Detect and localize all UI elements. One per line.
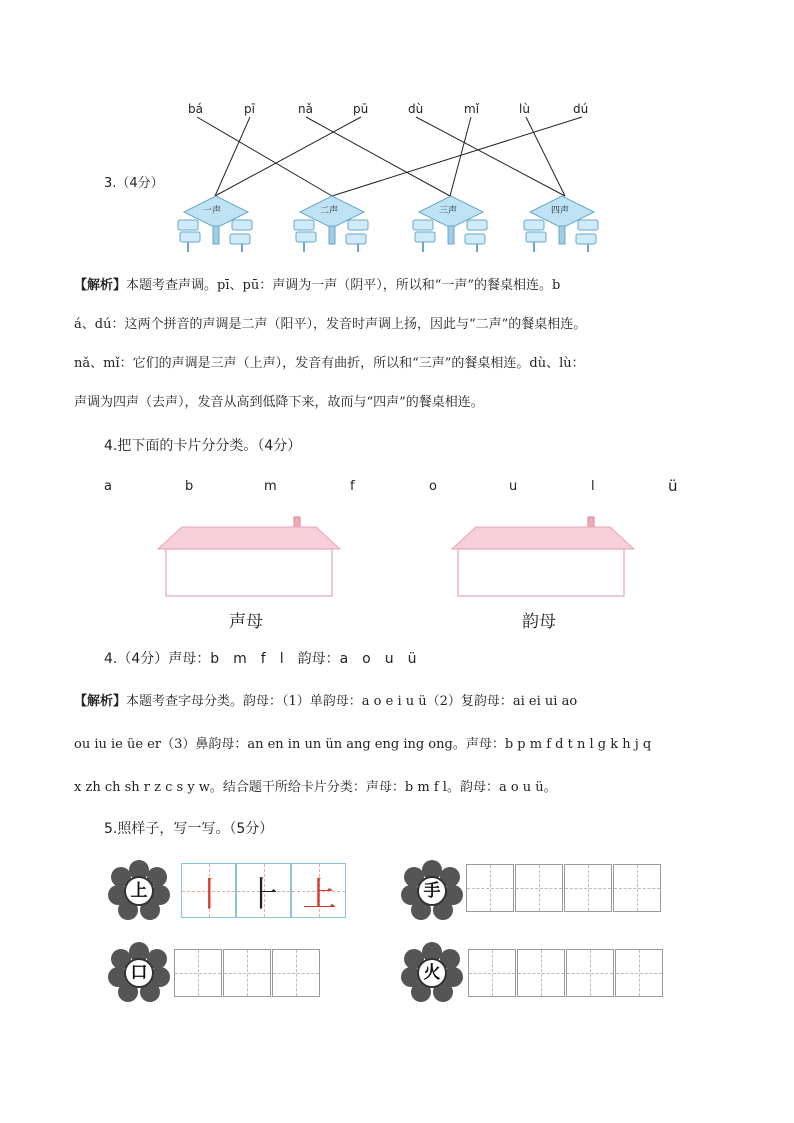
stroke-2: ⺊ (247, 875, 282, 915)
table-ersheng-label: 二声 (320, 206, 339, 216)
card-m: m (264, 479, 277, 494)
pinyin-ba: bá (188, 102, 203, 116)
q4-analysis (74, 680, 734, 809)
pinyin-du2: dú (573, 102, 589, 116)
grid-shou-3[interactable] (564, 864, 612, 912)
grid-shou-2[interactable] (515, 864, 563, 912)
card-l: l (591, 479, 595, 494)
pinyin-lu: lù (519, 102, 530, 116)
table-ersheng (292, 192, 372, 254)
house-shengmu (156, 515, 342, 599)
table-sansheng (411, 192, 491, 254)
q3-analysis-line-4: 声调为四声（去声），发音从高到低降下来，故而与“四声”的餐桌相连。 (74, 395, 484, 410)
flower-char-huo: 火 (423, 963, 441, 983)
flower-char-kou: 口 (130, 963, 148, 983)
q4-title: 4.把下面的卡片分分类。（4分） (104, 438, 302, 454)
line-na-sansheng (306, 117, 450, 196)
line-du4-sisheng (416, 117, 565, 196)
q3-analysis-line-2: á、dú：这两个拼音的声调是二声（阳平），发音时声调上扬，因此与“二声”的餐桌相连。 (74, 317, 587, 332)
pinyin-na: nǎ (298, 102, 313, 116)
table-yisheng (176, 192, 256, 254)
stroke-3: 上 (302, 875, 337, 915)
card-b: b (185, 479, 194, 494)
grid-sample-1 (181, 863, 236, 918)
line-mi-sansheng (450, 117, 471, 196)
line-pi-yisheng (215, 117, 250, 196)
pinyin-pu: pū (353, 102, 369, 116)
table-sansheng-label: 三声 (439, 206, 458, 216)
analysis-tag: 【解析】 (74, 278, 127, 293)
q4-analysis-line-2: ou iu ie üe er（3）鼻韵母：an en in un ün ang eng ing ong。声母：b p m f d t n l g k h j q (74, 737, 652, 752)
q3-analysis-line-1: 【解析】本题考查声调。pī、pū：声调为一声（阴平），所以和“一声”的餐桌相连。b (74, 278, 561, 293)
q3-analysis (74, 266, 734, 422)
house-yunmu-label: 韵母 (522, 612, 556, 632)
grid-sample-3 (291, 863, 346, 918)
card-u-umlaut: ü (668, 477, 678, 495)
grid-kou-1[interactable] (174, 949, 222, 997)
grid-shou-1[interactable] (466, 864, 514, 912)
grid-shou-4[interactable] (613, 864, 661, 912)
q4-analysis-line-1: 【解析】本题考查字母分类。韵母：（1）单韵母：a o e i u ü（2）复韵母：ai ei ui ao (74, 694, 578, 709)
table-yisheng-label: 一声 (203, 206, 222, 216)
q4-analysis-line-3: x zh ch sh r z c s y w。结合题干所给卡片分类：声母：b m f l。韵母：a o u ü。 (74, 780, 557, 795)
grid-huo-1[interactable] (468, 949, 516, 997)
house-yunmu (450, 515, 636, 599)
matching-lines (0, 0, 794, 260)
stroke-1: 丨 (192, 875, 227, 915)
table-sisheng (522, 192, 602, 254)
pinyin-pi: pī (244, 102, 255, 116)
pinyin-du4: dù (408, 102, 424, 116)
grid-huo-2[interactable] (517, 949, 565, 997)
line-du2-ersheng (332, 117, 582, 196)
grid-huo-3[interactable] (566, 949, 614, 997)
table-sisheng-label: 四声 (551, 206, 570, 216)
q4-answer: 4.（4分）声母：b m f l 韵母：a o u ü (104, 651, 417, 667)
card-a: a (104, 479, 112, 494)
line-ba-ersheng (197, 117, 332, 196)
grid-kou-3[interactable] (272, 949, 320, 997)
card-f: f (350, 479, 355, 494)
flower-char-shou: 手 (423, 881, 441, 901)
q3-number: 3.（4分） (104, 176, 164, 191)
grid-kou-2[interactable] (223, 949, 271, 997)
line-pu-yisheng (215, 117, 361, 196)
q5-title: 5.照样子，写一写。（5分） (104, 821, 274, 837)
card-o: o (429, 479, 437, 494)
house-shengmu-label: 声母 (229, 612, 263, 632)
q3-analysis-line-3: nǎ、mǐ：它们的声调是三声（上声），发音有曲折，所以和“三声”的餐桌相连。dù、lù： (74, 356, 585, 371)
grid-huo-4[interactable] (615, 949, 663, 997)
card-u: u (509, 479, 518, 494)
flower-char-shang: 上 (130, 881, 148, 901)
grid-sample-2 (236, 863, 291, 918)
pinyin-mi: mǐ (464, 102, 480, 116)
